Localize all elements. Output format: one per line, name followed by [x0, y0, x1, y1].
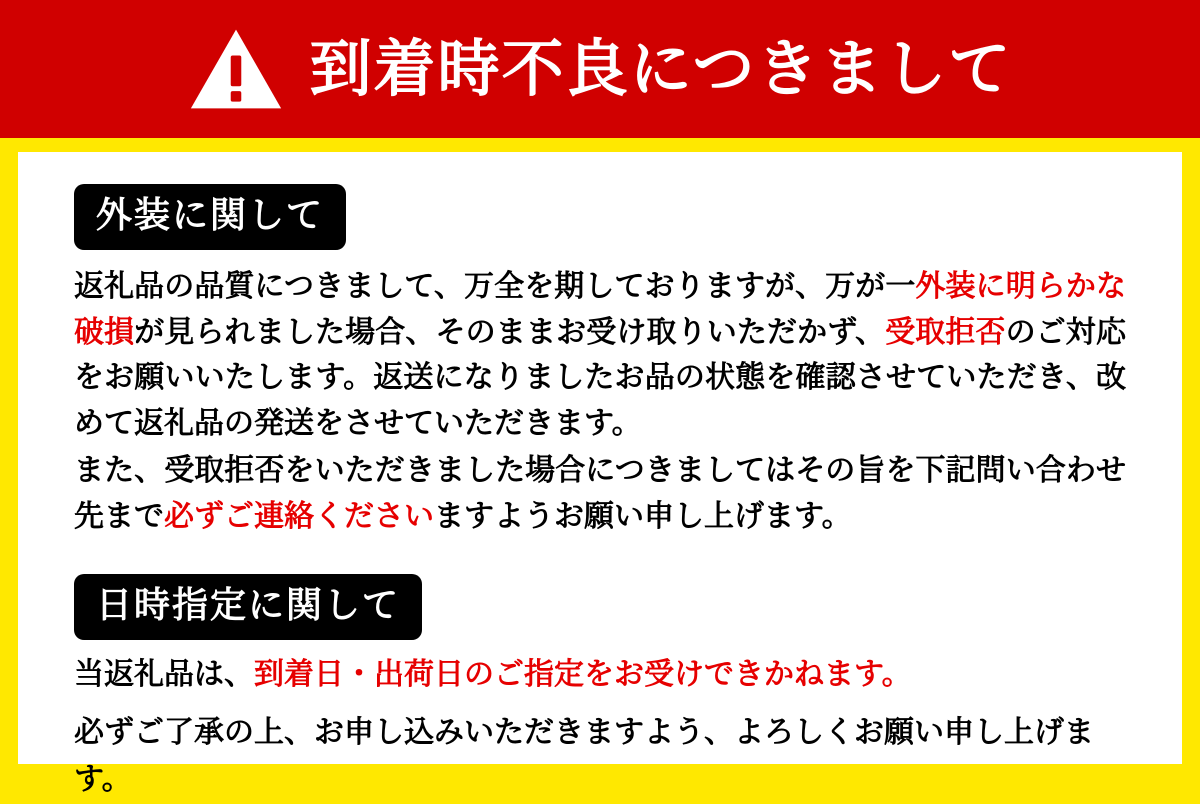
text-run: 返礼品の品質につきまして、万全を期しておりますが、万が一: [74, 269, 916, 304]
warning-triangle-icon: [188, 26, 284, 112]
text-run: 必ずご了承の上、お申し込みいただきますよう、よろしくお願い申し上げます。: [74, 715, 1094, 798]
text-run: が見られました場合、そのままお受け取りいただかず、: [134, 314, 886, 350]
paragraph-datetime-2: [74, 710, 1126, 804]
section-title-exterior: 外装に関して: [74, 184, 346, 250]
text-run: また、受取拒否をいただきました場合につきましてはその旨を下記問い合わせ先まで: [74, 453, 1126, 534]
text-run: 当返礼品は、: [74, 656, 254, 692]
text-run: ますようお願い申し上げます。: [434, 498, 852, 534]
paragraph-exterior-1: [74, 264, 1126, 446]
text-run-highlight: 到着日・出荷日のご指定をお受けできかねます。: [254, 656, 912, 692]
header-banner: [0, 0, 1200, 138]
section-title-datetime: 日時指定に関して: [74, 574, 422, 640]
paragraph-exterior-2: [74, 448, 1126, 539]
section-datetime: [74, 574, 1126, 804]
content-card: [18, 152, 1182, 798]
text-run-highlight: 必ずご連絡ください: [164, 498, 434, 534]
header-inner: [188, 26, 1013, 112]
text-run: のご対応をお願いいたします。返送になりましたお品の状態を確認させていただき、改めて返礼品の発送をさせていただきます。: [74, 314, 1127, 441]
section-exterior: [74, 184, 1126, 540]
text-run-highlight: 外装に明らかな破損: [74, 269, 1126, 350]
page-title: 到着時不良につきまして: [309, 32, 1013, 105]
text-run-highlight: 受取拒否: [885, 314, 1006, 350]
paragraph-datetime-1: [74, 652, 1126, 699]
